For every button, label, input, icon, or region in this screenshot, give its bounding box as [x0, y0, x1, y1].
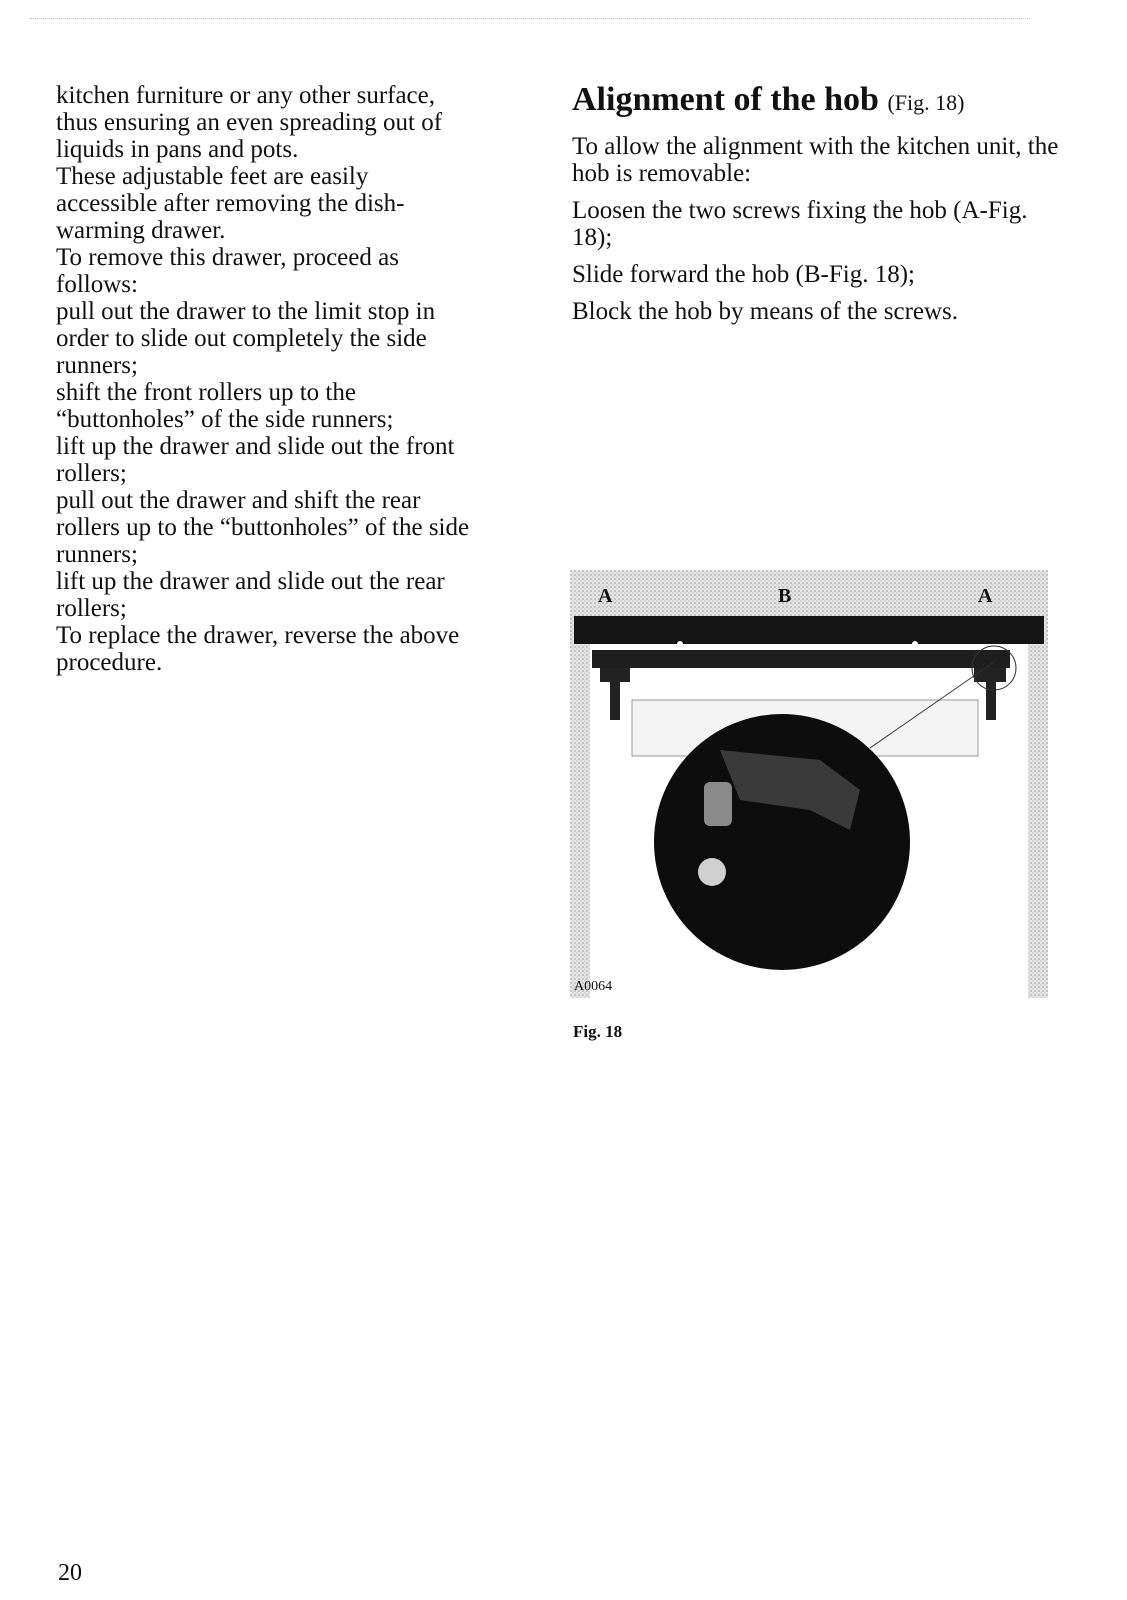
instruction-paragraph: To allow the alignment with the kitchen unit, the hob is removable:	[572, 133, 1059, 187]
figure-code: A0064	[574, 979, 613, 994]
hob-frame-bar	[592, 650, 1010, 668]
text-line: liquids in pans and pots.	[56, 136, 299, 163]
page-number: 20	[58, 1560, 82, 1586]
text-line: runners;	[56, 541, 138, 568]
left-column-text	[56, 82, 546, 676]
text-line: rollers up to the “buttonholes” of the side	[56, 514, 470, 541]
section-title: Alignment of the hob	[572, 81, 879, 118]
text-line: runners;	[56, 352, 138, 379]
figure-caption: Fig. 18	[573, 1022, 623, 1041]
text-line: lift up the drawer and slide out the rear	[56, 568, 445, 595]
text-line: pull out the drawer and shift the rear	[56, 487, 421, 514]
text-line: follows:	[56, 271, 138, 298]
text-line: lift up the drawer and slide out the front	[56, 433, 455, 460]
label-a-left: A	[598, 585, 613, 607]
instruction-paragraph: Slide forward the hob (B-Fig. 18);	[572, 261, 916, 288]
label-b: B	[778, 585, 792, 607]
hob-alignment-figure	[570, 570, 1048, 1020]
text-line: To replace the drawer, reverse the above	[56, 622, 460, 649]
text-line: pull out the drawer to the limit stop in	[56, 298, 436, 325]
text-line: procedure.	[56, 649, 163, 676]
text-line: shift the front rollers up to the	[56, 379, 356, 406]
text-line: “buttonholes” of the side runners;	[56, 406, 394, 433]
text-line: rollers;	[56, 460, 127, 487]
text-line: rollers;	[56, 595, 127, 622]
section-heading	[572, 80, 1072, 123]
text-line: kitchen furniture or any other surface,	[56, 82, 436, 109]
text-line: These adjustable feet are easily	[56, 163, 369, 190]
hob-figure-illustration	[570, 570, 1048, 1020]
text-line: accessible after removing the dish-	[56, 190, 405, 217]
scan-artifact-line	[30, 18, 1030, 21]
detail-knob	[698, 858, 726, 886]
text-line: thus ensuring an even spreading out of	[56, 109, 443, 136]
right-column-text	[572, 80, 1072, 335]
text-line: order to slide out completely the side	[56, 325, 427, 352]
screw-mark	[677, 641, 683, 647]
hob-top-bar	[574, 616, 1044, 644]
instruction-paragraph: Block the hob by means of the screws.	[572, 298, 959, 325]
label-a-right: A	[978, 585, 993, 607]
screw-mark	[912, 641, 918, 647]
text-line: To remove this drawer, proceed as	[56, 244, 399, 271]
detail-screw	[704, 782, 732, 826]
instruction-paragraph: Loosen the two screws fixing the hob (A-Fig. 18);	[572, 197, 1028, 251]
detail-magnifier	[654, 714, 910, 970]
text-line: warming drawer.	[56, 217, 226, 244]
figure-reference: (Fig. 18)	[887, 90, 965, 115]
